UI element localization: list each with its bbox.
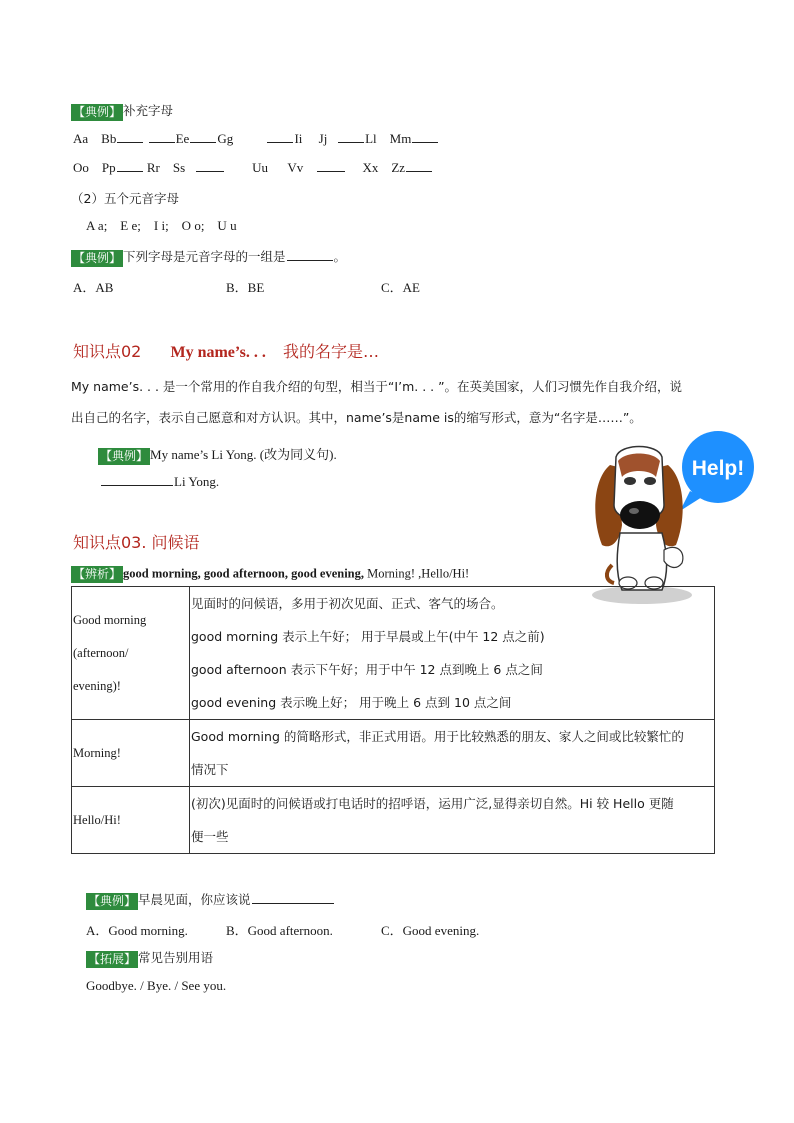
example-text: 补充字母 xyxy=(123,103,174,118)
desc-line: Good morning 的简略形式，非正式用语。用于比较熟悉的朋友、家人之间或比较繁忙的 xyxy=(191,729,684,744)
desc-line: good morning 表示上午好； 用于早晨或上午(中午 12 点之前) xyxy=(191,629,545,644)
answer-blank xyxy=(317,170,345,172)
example-text: 早晨见面，你应该说 xyxy=(138,892,251,907)
example-tag: 【典例】 xyxy=(73,104,122,119)
example-line-greeting xyxy=(86,890,335,910)
term-line: Hello/Hi! xyxy=(73,812,121,827)
vowel-list: A a; E e; I i; O o; U u xyxy=(86,218,237,233)
bianxi-bold-terms: good morning, good afternoon, good evening, xyxy=(123,566,365,581)
letter-pair: Vv xyxy=(287,160,304,175)
answer-blank xyxy=(406,170,432,172)
letter-pair: Mm xyxy=(389,131,412,146)
letter-pair: Uu xyxy=(252,160,269,175)
dog-raised-paw xyxy=(664,547,683,567)
answer-blank xyxy=(196,170,224,172)
letter-pair: Ll xyxy=(365,131,377,146)
answer-suffix: Li Yong. xyxy=(174,474,220,489)
extension-text: 常见告别用语 xyxy=(138,950,214,965)
dog-right-eye xyxy=(644,477,656,485)
answer-blank xyxy=(117,170,143,172)
greeting-table xyxy=(71,586,715,854)
letter-pair: Ii xyxy=(294,131,303,146)
heading-number: 知识点02 xyxy=(73,342,142,361)
description-cell xyxy=(190,787,715,854)
bianxi-other-terms: Morning! ,Hello/Hi! xyxy=(364,566,470,581)
letter-pair: Oo xyxy=(73,160,89,175)
letter-pair: Aa xyxy=(73,131,89,146)
term-cell xyxy=(72,720,190,787)
example-line-vowels xyxy=(71,247,346,267)
vowel-heading: （2）五个元音字母 xyxy=(71,191,179,206)
example-punct: 。 xyxy=(333,249,347,264)
synonym-answer-line xyxy=(100,474,219,490)
heading-chinese: 我的名字是… xyxy=(282,342,379,361)
letter-pair: Jj xyxy=(318,131,328,146)
letter-pair: Rr xyxy=(146,160,160,175)
answer-blank xyxy=(252,902,334,904)
example-text: 下列字母是元音字母的一组是 xyxy=(123,249,286,264)
letter-pair: Bb xyxy=(101,131,117,146)
description-cell xyxy=(190,720,715,787)
term-cell xyxy=(72,787,190,854)
answer-blank xyxy=(117,141,143,143)
table-row xyxy=(72,587,715,720)
analysis-tag: 【辨析】 xyxy=(73,567,122,581)
letter-pair: Xx xyxy=(362,160,379,175)
help-dog-illustration xyxy=(590,425,760,610)
term-line: Morning! xyxy=(73,745,121,760)
dog-left-eye xyxy=(624,477,636,485)
farewell-phrases: Goodbye. / Bye. / See you. xyxy=(86,978,227,993)
example-text: My name’s Li Yong. (改为同义句). xyxy=(150,447,337,462)
option-b: B．BE xyxy=(226,280,265,295)
option-a: A．AB xyxy=(73,280,114,295)
example-line-synonym xyxy=(98,444,337,465)
option-c: C．AE xyxy=(381,280,421,295)
dog-nose-highlight xyxy=(629,508,639,514)
desc-line: 情况下 xyxy=(191,762,229,777)
answer-blank xyxy=(338,141,364,143)
term-line: Good morning xyxy=(73,612,147,627)
option-a: A．Good morning. xyxy=(86,923,188,938)
letter-pair: Ss xyxy=(172,160,186,175)
example-tag: 【典例】 xyxy=(73,250,122,265)
table-row xyxy=(72,787,715,854)
table-row xyxy=(72,720,715,787)
desc-line: (初次)见面时的问候语或打电话时的招呼语，运用广泛,显得亲切自然。Hi 较 Hello 更随 xyxy=(191,796,674,811)
term-line: (afternoon/ xyxy=(73,645,129,660)
letter-pair: Ee xyxy=(175,131,190,146)
answer-blank xyxy=(149,141,175,143)
example-line-fill-letters xyxy=(71,101,173,121)
letters-row-2 xyxy=(73,160,433,176)
option-b: B．Good afternoon. xyxy=(226,923,333,938)
example-tag: 【典例】 xyxy=(100,448,149,463)
description-cell xyxy=(190,587,715,720)
dog-tail xyxy=(607,565,614,583)
section-heading-02 xyxy=(73,339,379,362)
bubble-text: Help! xyxy=(691,457,745,480)
paragraph-line-1: My name’s. . . 是一个常用的作自我介绍的句型，相当于“I’m. . . ”。在英美国家，人们习惯先作自我介绍，说 xyxy=(71,379,683,394)
option-c: C．Good evening. xyxy=(381,923,480,938)
section-heading-03: 知识点03. 问候语 xyxy=(73,533,200,552)
heading-english: My name’s. . . xyxy=(170,344,266,361)
desc-line: 便一些 xyxy=(191,829,229,844)
extension-line xyxy=(86,948,213,968)
desc-line: good evening 表示晚上好； 用于晚上 6 点到 10 点之间 xyxy=(191,695,512,710)
answer-blank xyxy=(190,141,216,143)
desc-line: good afternoon 表示下午好；用于中午 12 点到晚上 6 点之间 xyxy=(191,662,543,677)
desc-line: 见面时的问候语，多用于初次见面、正式、客气的场合。 xyxy=(191,596,504,611)
answer-blank xyxy=(287,259,333,261)
extension-tag: 【拓展】 xyxy=(88,951,137,966)
letter-pair: Pp xyxy=(101,160,116,175)
bianxi-line xyxy=(71,566,469,583)
answer-blank xyxy=(412,141,438,143)
answer-blank xyxy=(267,141,293,143)
letter-pair: Zz xyxy=(391,160,406,175)
help-speech-bubble xyxy=(680,431,754,511)
answer-blank xyxy=(101,484,173,486)
paragraph-line-2: 出自己的名字，表示自己愿意和对方认识。其中，name’s是name is的缩写形式，意为“名字是……”。 xyxy=(71,410,642,425)
dog-nose xyxy=(620,501,660,529)
letter-pair: Gg xyxy=(217,131,234,146)
example-tag: 【典例】 xyxy=(88,893,137,908)
term-line: evening)! xyxy=(73,678,121,693)
term-cell xyxy=(72,587,190,720)
letters-row-1 xyxy=(73,131,439,147)
